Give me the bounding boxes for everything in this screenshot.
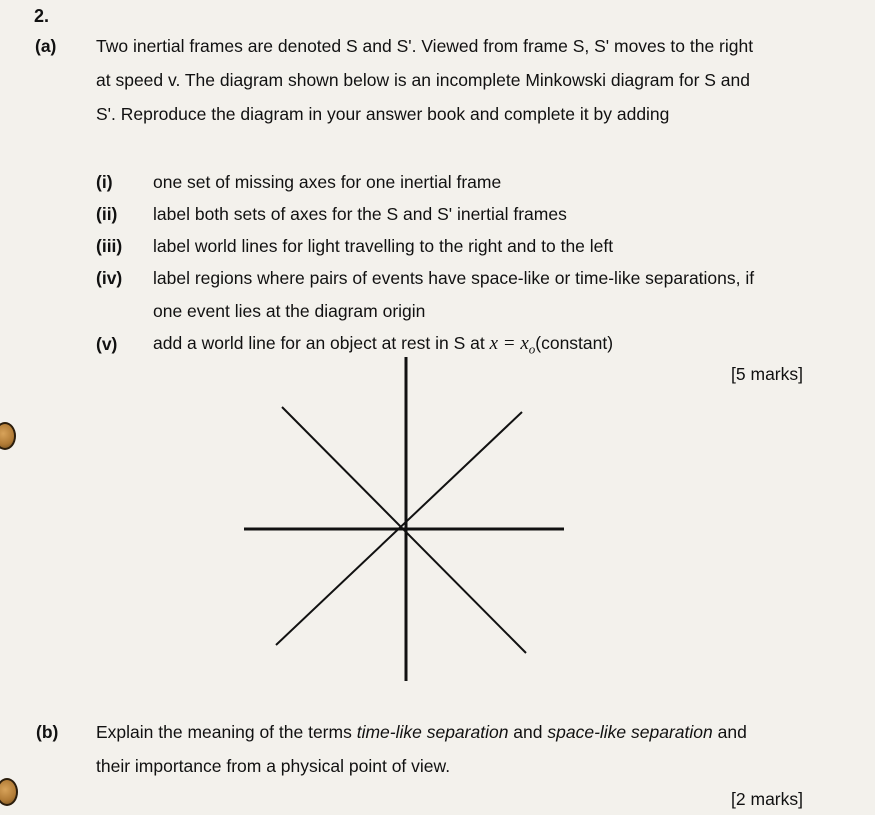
part-b-label: (b) (36, 722, 59, 742)
punch-hole-top (0, 422, 16, 450)
item-text-ii: label both sets of axes for the S and S' inertial frames (153, 204, 567, 224)
item-text-iv-cont: one event lies at the diagram origin (153, 301, 426, 321)
item-text-v-before: add a world line for an object at rest in S at (153, 333, 490, 353)
item-num-iv: (iv) (96, 268, 123, 288)
part-a-marks: [5 marks] (731, 364, 803, 384)
term-space-like: space-like separation (547, 722, 713, 742)
punch-hole-bottom (0, 778, 18, 806)
math-subscript-o: o (528, 341, 536, 357)
question-number: 2. (34, 6, 50, 26)
part-b-line-1-mid: and (508, 722, 548, 742)
item-text-iv: label regions where pairs of events have space-like or time-like separations, if (153, 268, 755, 288)
item-text-v-after: (constant) (535, 333, 614, 353)
part-b-line-1 (96, 722, 747, 743)
part-b-line-1-start: Explain the meaning of the terms (96, 722, 357, 742)
item-text-iii: label world lines for light travelling to the right and to the left (153, 236, 614, 256)
item-text-i: one set of missing axes for one inertial frame (153, 172, 502, 192)
minkowski-diagram (230, 355, 580, 685)
term-time-like: time-like separation (356, 722, 509, 742)
part-b-line-2: their importance from a physical point of view. (96, 756, 451, 776)
item-num-ii: (ii) (96, 204, 118, 224)
item-num-iii: (iii) (96, 236, 123, 256)
math-x-equals-x: x = x (489, 333, 529, 354)
item-text-v (153, 333, 613, 357)
part-a-line-2: at speed v. The diagram shown below is an incomplete Minkowski diagram for S and (96, 70, 750, 90)
part-a-label: (a) (35, 36, 57, 56)
part-b-marks: [2 marks] (731, 789, 803, 809)
item-num-i: (i) (96, 172, 113, 192)
part-b-line-1-end: and (712, 722, 747, 742)
item-num-v: (v) (96, 334, 118, 354)
part-a-line-1: Two inertial frames are denoted S and S'. Viewed from frame S, S' moves to the right (96, 36, 754, 56)
part-a-line-3: S'. Reproduce the diagram in your answer book and complete it by adding (96, 104, 670, 124)
